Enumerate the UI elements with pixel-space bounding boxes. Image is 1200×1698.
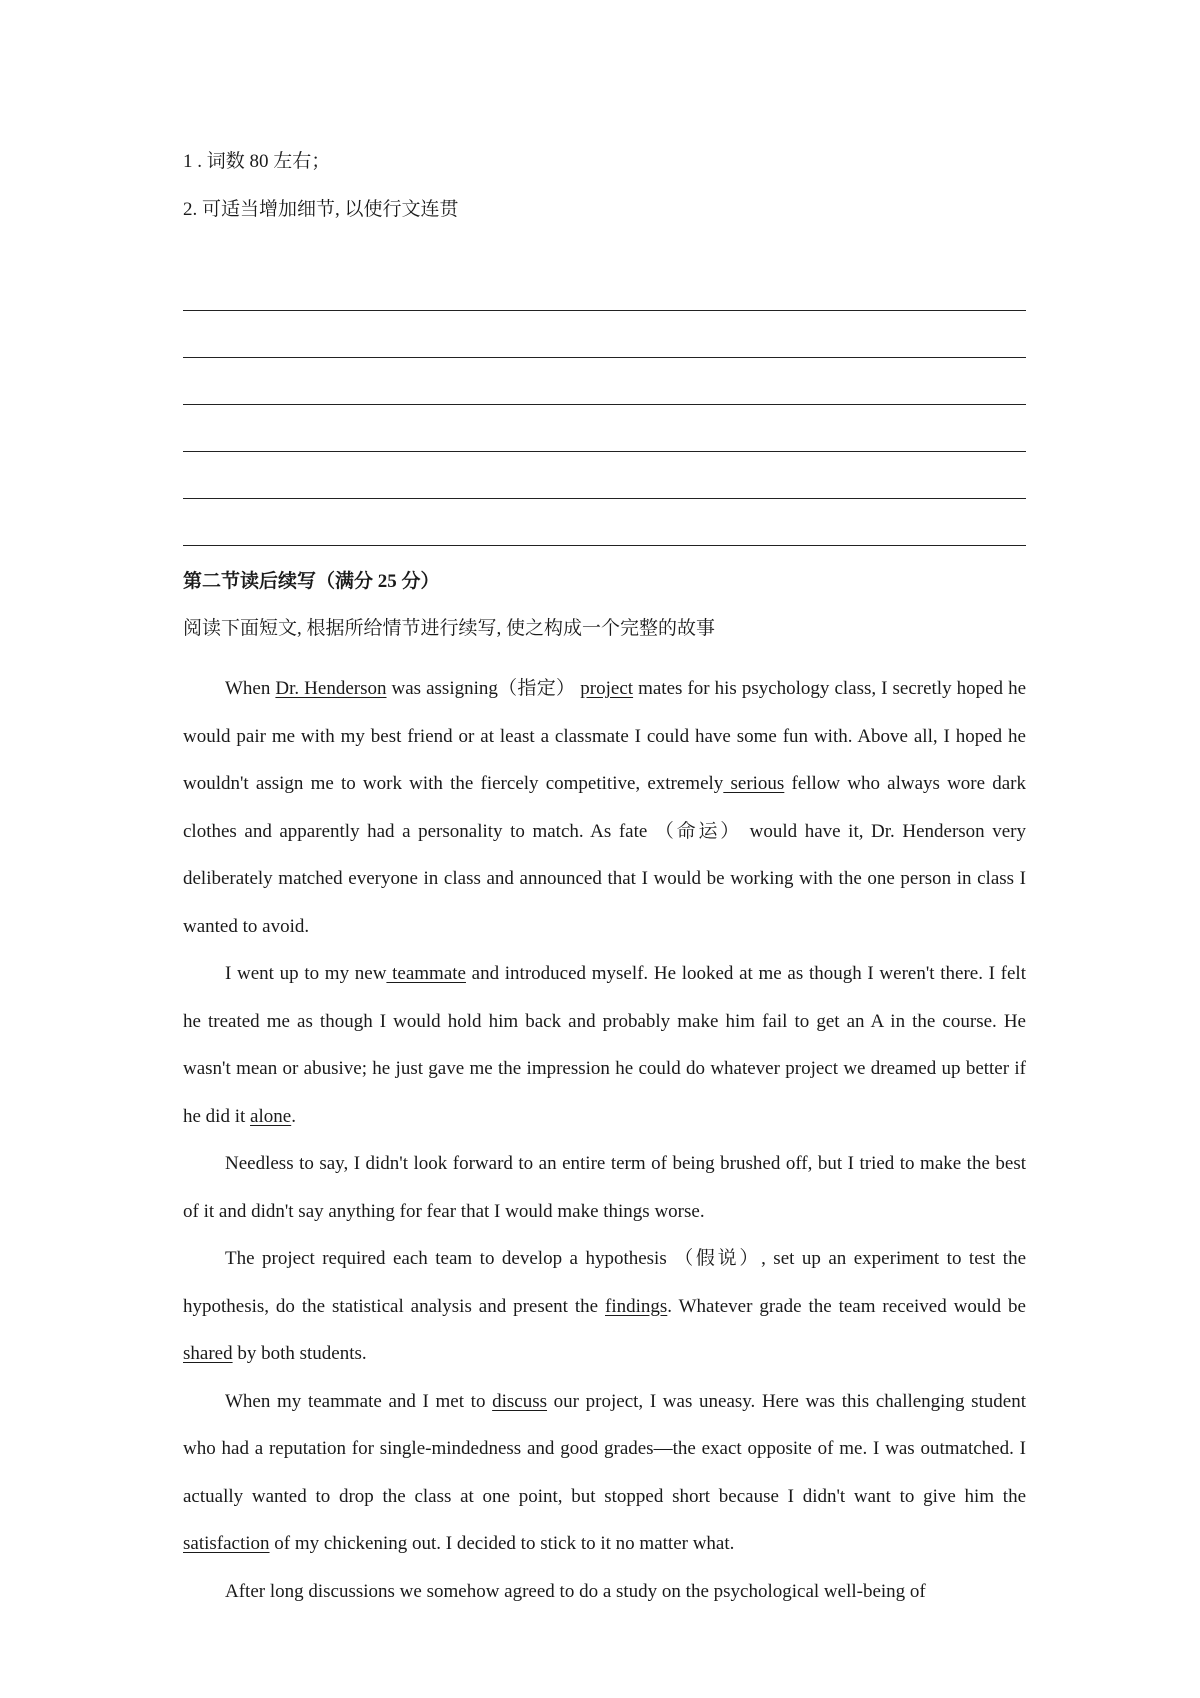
underlined-word: serious: [723, 773, 785, 794]
underlined-word: project: [580, 678, 634, 699]
passage-text: by both students.: [232, 1343, 367, 1364]
passage-text: .: [291, 1105, 296, 1127]
answer-line[interactable]: [183, 405, 1026, 452]
passage-text: When my teammate and I met to: [225, 1390, 493, 1412]
passage-text: our project, I was uneasy. Here was this challenging student who had a reputation for single-mindedness and good grades—the exact opposite of me. I was outmatched. I actually wanted to drop the class at one point, but stopped short because I didn't want to give him the: [183, 1390, 1026, 1507]
passage-paragraph: [183, 1568, 1026, 1616]
section-title: 第二节读后续写（满分 25 分）: [183, 571, 440, 592]
reading-passage: [183, 665, 1026, 1615]
passage-text: fellow who always wore dark clothes and apparently had a personality to match. As fate （命运） would have it, Dr. Henderson very deliberately matched everyone in class and announced that I would be working with the one person in class I wanted to avoid.: [183, 773, 1027, 937]
answer-lines: [183, 264, 1026, 546]
underlined-word: discuss: [492, 1390, 548, 1412]
underlined-word: Dr. Henderson: [275, 678, 387, 699]
underlined-word: alone: [250, 1105, 292, 1127]
underlined-word: teammate: [386, 963, 466, 984]
underlined-word: findings: [605, 1295, 668, 1317]
passage-text: The project required each team to develop a hypothesis （假说）, set up an experiment to test the hypothesis, do the statistical analysis and present the: [183, 1248, 1026, 1317]
underlined-word: shared: [183, 1343, 233, 1364]
answer-line[interactable]: [183, 311, 1026, 358]
passage-text: and introduced myself. He looked at me as though I weren't there. I felt he treated me as though I would hold him back and probably make him fail to get an A in the course. He wasn't mean or abusive; he just gave me the impression he could do whatever project we dreamed up better if he did it: [183, 963, 1026, 1127]
passage-paragraph: [183, 950, 1026, 1140]
passage-text: . Whatever grade the team received would be: [667, 1295, 1026, 1317]
document-page: [183, 150, 1026, 1615]
answer-line[interactable]: [183, 499, 1026, 546]
requirement-word-count: 1 . 词数 80 左右；: [183, 151, 331, 172]
answer-line[interactable]: [183, 264, 1026, 311]
passage-text: When: [225, 678, 276, 699]
passage-text: was assigning（指定）: [386, 678, 581, 699]
section-instruction: 阅读下面短文, 根据所给情节进行续写, 使之构成一个完整的故事: [183, 618, 716, 639]
answer-line[interactable]: [183, 358, 1026, 405]
passage-text: Needless to say, I didn't look forward to an entire term of being brushed off, but I tried to make the best of it and didn't say anything for fear that I would make things worse.: [183, 1153, 1026, 1222]
answer-line[interactable]: [183, 452, 1026, 499]
passage-paragraph: [183, 1235, 1026, 1378]
passage-paragraph: [183, 665, 1026, 950]
passage-paragraph: [183, 1378, 1026, 1568]
passage-paragraph: [183, 1140, 1026, 1235]
passage-text: After long discussions we somehow agreed to do a study on the psychological well-being of: [225, 1580, 926, 1602]
passage-text: of my chickening out. I decided to stick to it no matter what.: [269, 1533, 735, 1554]
requirement-details: 2. 可适当增加细节, 以使行文连贯: [183, 199, 459, 220]
underlined-word: satisfaction: [183, 1533, 270, 1554]
passage-text: mates for his psychology class, I secretly hoped he would pair me with my best friend or at least a classmate I could have some fun with. Above all, I hoped he wouldn't assign me to work with the fiercely competitive, extremely: [183, 678, 1027, 794]
passage-text: I went up to my new: [225, 963, 387, 984]
